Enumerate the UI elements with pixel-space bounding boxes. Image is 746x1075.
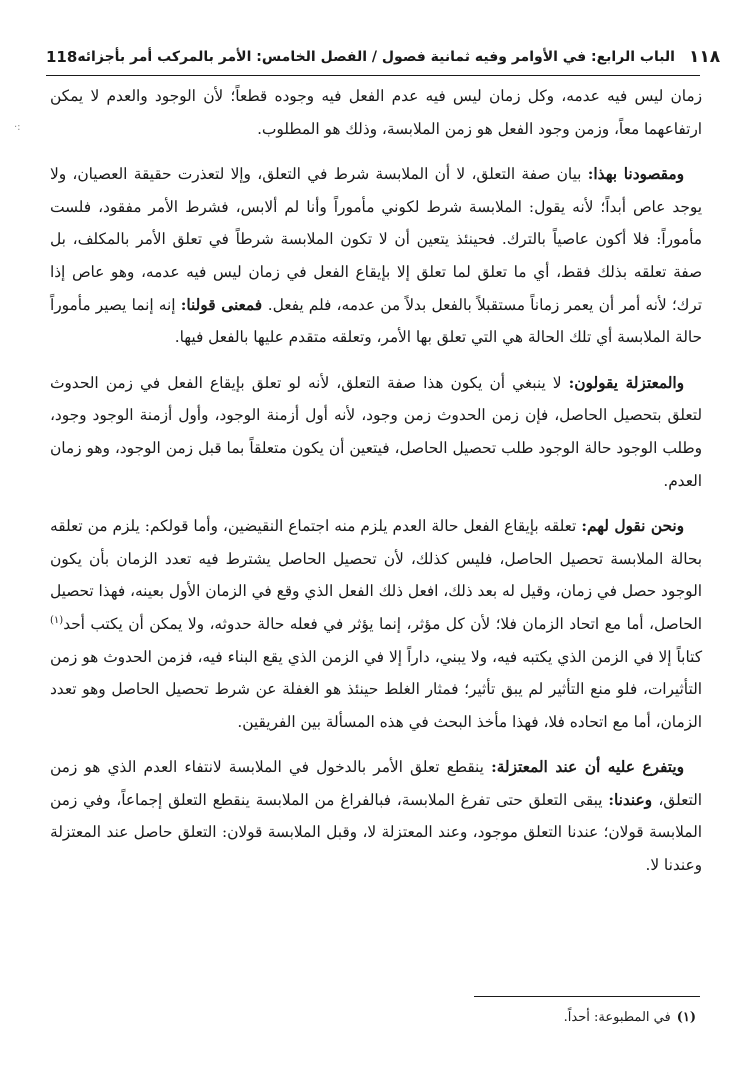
paragraph-lead: ويتفرع عليه أن عند المعتزلة: <box>491 758 684 777</box>
paragraph-lead: ونحن نقول لهم: <box>581 517 684 536</box>
paragraph-lead: والمعتزلة يقولون: <box>568 373 685 392</box>
footnote <box>200 1006 696 1030</box>
margin-mark-icon: ·: <box>14 122 21 133</box>
paragraph-lead: ومقصودنا بهذا: <box>587 165 684 184</box>
paragraph-text-2: يبقى التعلق حتى تفرغ الملابسة، فبالفراغ من الملابسة ينقطع التعلق إجماعاً، وفي زمن الملابسة قولان؛ عندنا التعلق موجود، وعند المعتزلة لا، وقبل الملابسة قولان: التعلق حاصل عند المعتزلة وعندنا لا. <box>50 790 702 875</box>
paragraph-2 <box>50 158 702 354</box>
paragraph-1 <box>50 80 702 145</box>
paragraph-5 <box>50 751 702 881</box>
page-number-latin: 118 <box>46 48 78 66</box>
running-header <box>46 42 721 72</box>
paragraph-lead-2: فمعنى قولنا: <box>180 295 268 314</box>
footnote-text: في المطبوعة: أحداً. <box>563 1010 671 1025</box>
paragraph-4 <box>50 510 702 738</box>
paragraph-3 <box>50 367 702 497</box>
paragraph-text: ينقطع تعلق الأمر بالدخول في الملابسة لانتفاء العدم الذي هو زمن التعلق، <box>50 758 702 809</box>
paragraph-text: لا ينبغي أن يكون هذا صفة التعلق، لأنه لو تعلق بإيقاع الفعل في زمن الحدوث لتعلق بتحصيل الحاصل، فإن زمن الحدوث زمن وجود، لأنه أول أزمنة الوجود، وأول أزمنة الوجود وجود، وطلب الوجود حالة الوجود طلب تحصيل الحاصل، فيتعين أن يكون متعلقاً بما قبل زمن الوجود، وهو زمان العدم. <box>50 373 702 490</box>
paragraph-text-2: إنه إنما يصير مأموراً حالة الملابسة أي تلك الحالة هي التي تعلق بها الأمر، وتعلقه متقدم عليها بالفعل فيها. <box>50 295 702 347</box>
paragraph-text: تعلقه بإيقاع الفعل حالة العدم يلزم منه اجتماع النقيضين، وأما قولكم: يلزم من تعلقه بحالة الملابسة تحصيل الحاصل، فليس كذلك، لأن تحصيل الحاصل يشترط فيه تعدد الزمان بأن يكون الوجود حصل في زمان، وقيل له بعد ذلك، افعل ذلك الفعل الذي وقع في الزمان الأول بعينه، فهذا تحصيل الحاصل، أما مع اتحاد الزمان فلا؛ لأن كل مؤثر، إنما يؤثر في فعله حالة حدوثه، ولا يمكن أن يكتب أحد <box>50 517 702 633</box>
footnote-reference[interactable]: (١) <box>50 614 64 626</box>
footnote-marker: (١) <box>676 1010 696 1025</box>
paragraph-text: زمان ليس فيه عدمه، وكل زمان ليس فيه عدم الفعل فيه وجوده قطعاً؛ لأن الوجود والعدم لا يمكن ارتفاعهما معاً، وزمن وجود الفعل هو زمن الملابسة، وذلك هو المطلوب. <box>50 87 702 138</box>
header-rule <box>46 75 700 76</box>
page-number-arabic: ١١٨ <box>688 47 721 67</box>
main-text <box>50 80 702 895</box>
paragraph-text-after: كتاباً إلا في الزمن الذي يكتبه فيه، ولا يبني، داراً إلا في الزمن الذي يقع البناء فيه، فزمن الحدوث هو زمن التأثيرات، فلو منع التأثير لم يبق تأثير؛ فمثار الغلط حينئذ هو الغفلة عن شرط تحصيل الحاصل وهو تعدد الزمان، أما مع اتحاده فلا، فهذا مأخذ البحث في هذه المسألة بين الفريقين. <box>50 647 702 731</box>
paragraph-lead-2: وعندنا: <box>608 790 659 809</box>
running-title: الباب الرابع: في الأوامر وفيه ثمانية فصول / الفصل الخامس: الأمر بالمركب أمر بأجزائه <box>77 49 675 65</box>
footnote-rule <box>474 996 700 997</box>
paragraph-text: بيان صفة التعلق، لا أن الملابسة شرط في التعلق، وإلا لتعذرت حقيقة العصيان، ولا يوجد عاص أبداً؛ لأنه يقول: الملابسة شرط لكوني مأموراً وأنا لم ألابس، فشرط الأمر مفقود، فلست مأموراً: فلا أكون عاصياً بالترك. فحينئذ يتعين أن لا تكون الملابسة شرطاً في تعلق الأمر بالمكلف، بل صفة تعلقه بذلك فقط، أي ما تعلق لما تعلق إلا بإيقاع الفعل في زمان ليس فيه عدمه، وهو عاص إذا ترك؛ لأنه أمر أن يعمر زماناً مستقبلاً بالفعل بدلاً من عدمه، فلم يفعل. <box>50 165 702 314</box>
